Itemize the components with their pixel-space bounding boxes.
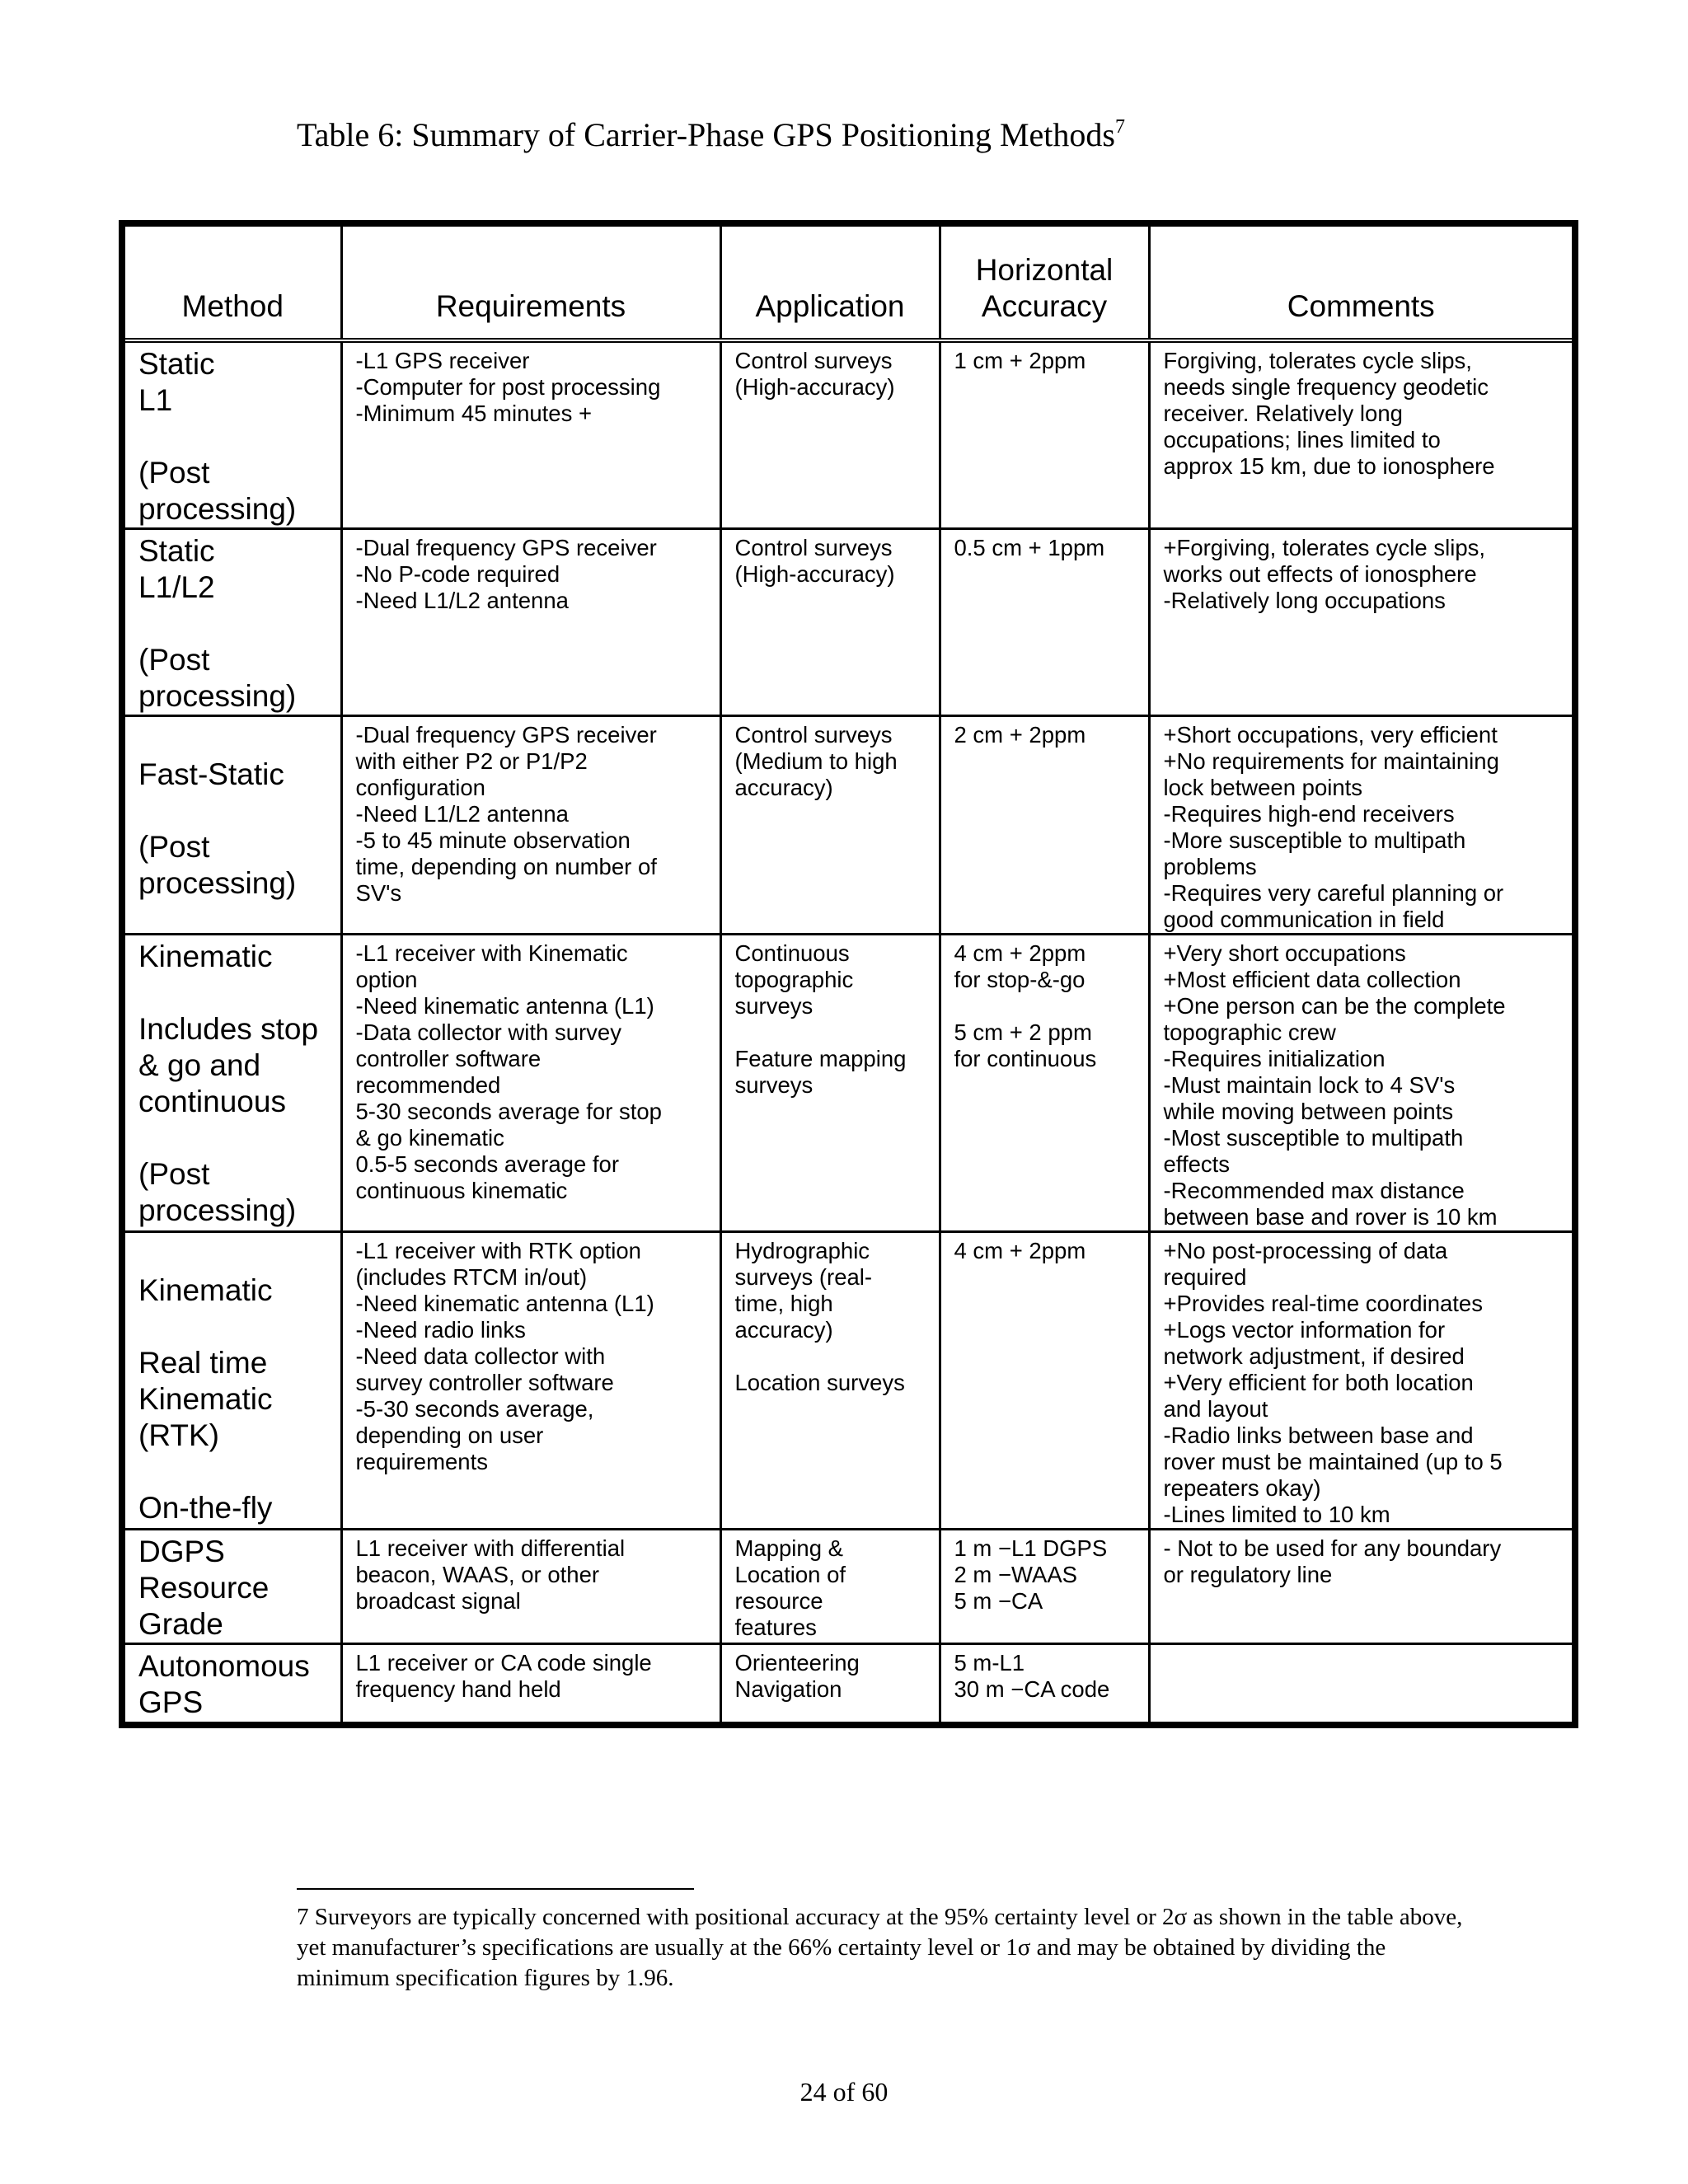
table-row bbox=[122, 716, 1575, 935]
cell-accuracy: 5 m-L1 30 m −CA code bbox=[940, 1644, 1149, 1725]
cell-method: Static L1 (Post processing) bbox=[122, 340, 341, 529]
cell-accuracy: 4 cm + 2ppm bbox=[940, 1232, 1149, 1530]
cell-application: Control surveys (High-accuracy) bbox=[720, 529, 940, 716]
cell-method: DGPS Resource Grade bbox=[122, 1530, 341, 1644]
caption-footnote-ref: 7 bbox=[1115, 116, 1125, 138]
cell-application: Control surveys (Medium to high accuracy) bbox=[720, 716, 940, 935]
table-caption bbox=[297, 105, 1125, 157]
cell-requirements: -L1 receiver with RTK option (includes RTCM in/out) -Need kinematic antenna (L1) -Need radio links -Need data collector with survey controller software -5-30 seconds average, depending on user requirements bbox=[341, 1232, 720, 1530]
cell-comments: +Short occupations, very efficient +No requirements for maintaining lock between points -Requires high-end receivers -More susceptible to multipath problems -Requires very careful planning or good communication in field bbox=[1149, 716, 1575, 935]
table-row bbox=[122, 1530, 1575, 1644]
cell-comments: +Very short occupations +Most efficient data collection +One person can be the complete topographic crew -Requires initialization -Must maintain lock to 4 SV's while moving between points -Most susceptible to multipath effects -Recommended max distance between base and rover is 10 km bbox=[1149, 935, 1575, 1232]
cell-method: Fast-Static (Post processing) bbox=[122, 716, 341, 935]
table-row bbox=[122, 935, 1575, 1232]
cell-requirements: L1 receiver with differential beacon, WAAS, or other broadcast signal bbox=[341, 1530, 720, 1644]
cell-application: Control surveys (High-accuracy) bbox=[720, 340, 940, 529]
cell-comments: - Not to be used for any boundary or regulatory line bbox=[1149, 1530, 1575, 1644]
cell-requirements: L1 receiver or CA code single frequency hand held bbox=[341, 1644, 720, 1725]
cell-comments bbox=[1149, 1644, 1575, 1725]
cell-method: Static L1/L2 (Post processing) bbox=[122, 529, 341, 716]
header-method: Method bbox=[122, 223, 341, 340]
gps-methods-table bbox=[119, 220, 1578, 1728]
page-number: 24 of 60 bbox=[799, 2077, 889, 2107]
table-row bbox=[122, 1644, 1575, 1725]
cell-application: Mapping & Location of resource features bbox=[720, 1530, 940, 1644]
cell-accuracy: 4 cm + 2ppm for stop-&-go 5 cm + 2 ppm for continuous bbox=[940, 935, 1149, 1232]
cell-accuracy: 1 cm + 2ppm bbox=[940, 340, 1149, 529]
table-header-row bbox=[122, 223, 1575, 340]
header-application: Application bbox=[720, 223, 940, 340]
table-row bbox=[122, 529, 1575, 716]
cell-application: Hydrographic surveys (real- time, high accuracy) Location surveys bbox=[720, 1232, 940, 1530]
cell-comments: +Forgiving, tolerates cycle slips, works out effects of ionosphere -Relatively long occupations bbox=[1149, 529, 1575, 716]
cell-requirements: -L1 receiver with Kinematic option -Need kinematic antenna (L1) -Data collector with survey controller software recommended 5-30 seconds average for stop & go kinematic 0.5-5 seconds average for continuous kinematic bbox=[341, 935, 720, 1232]
cell-comments: Forgiving, tolerates cycle slips, needs single frequency geodetic receiver. Relatively long occupations; lines limited to approx 15 km, due to ionosphere bbox=[1149, 340, 1575, 529]
cell-application: Continuous topographic surveys Feature mapping surveys bbox=[720, 935, 940, 1232]
footnote: 7 Surveyors are typically concerned with positional accuracy at the 95% certainty level or 2σ as shown in the table above, yet manufacturer’s specifications are usually at the 66% certainty level or 1σ and may be obtained by dividing the minimum specification figures by 1.96. bbox=[297, 1904, 1463, 1991]
table-row bbox=[122, 340, 1575, 529]
cell-application: Orienteering Navigation bbox=[720, 1644, 940, 1725]
cell-requirements: -Dual frequency GPS receiver with either P2 or P1/P2 configuration -Need L1/L2 antenna -5 to 45 minute observation time, depending on number of SV's bbox=[341, 716, 720, 935]
cell-method: Kinematic Real time Kinematic (RTK) On-the-fly bbox=[122, 1232, 341, 1530]
cell-accuracy: 0.5 cm + 1ppm bbox=[940, 529, 1149, 716]
cell-method: Autonomous GPS bbox=[122, 1644, 341, 1725]
cell-comments: +No post-processing of data required +Provides real-time coordinates +Logs vector information for network adjustment, if desired +Very efficient for both location and layout -Radio links between base and rover must be maintained (up to 5 repeaters okay) -Lines limited to 10 km bbox=[1149, 1232, 1575, 1530]
cell-requirements: -L1 GPS receiver -Computer for post processing -Minimum 45 minutes + bbox=[341, 340, 720, 529]
header-requirements: Requirements bbox=[341, 223, 720, 340]
header-accuracy: Horizontal Accuracy bbox=[940, 223, 1149, 340]
header-comments: Comments bbox=[1149, 223, 1575, 340]
cell-method: Kinematic Includes stop & go and continuous (Post processing) bbox=[122, 935, 341, 1232]
cell-accuracy: 1 m −L1 DGPS 2 m −WAAS 5 m −CA bbox=[940, 1530, 1149, 1644]
footnote-separator bbox=[297, 1888, 694, 1890]
table-row bbox=[122, 1232, 1575, 1530]
caption-text: Table 6: Summary of Carrier-Phase GPS Positioning Methods bbox=[297, 116, 1115, 153]
cell-requirements: -Dual frequency GPS receiver -No P-code required -Need L1/L2 antenna bbox=[341, 529, 720, 716]
cell-accuracy: 2 cm + 2ppm bbox=[940, 716, 1149, 935]
